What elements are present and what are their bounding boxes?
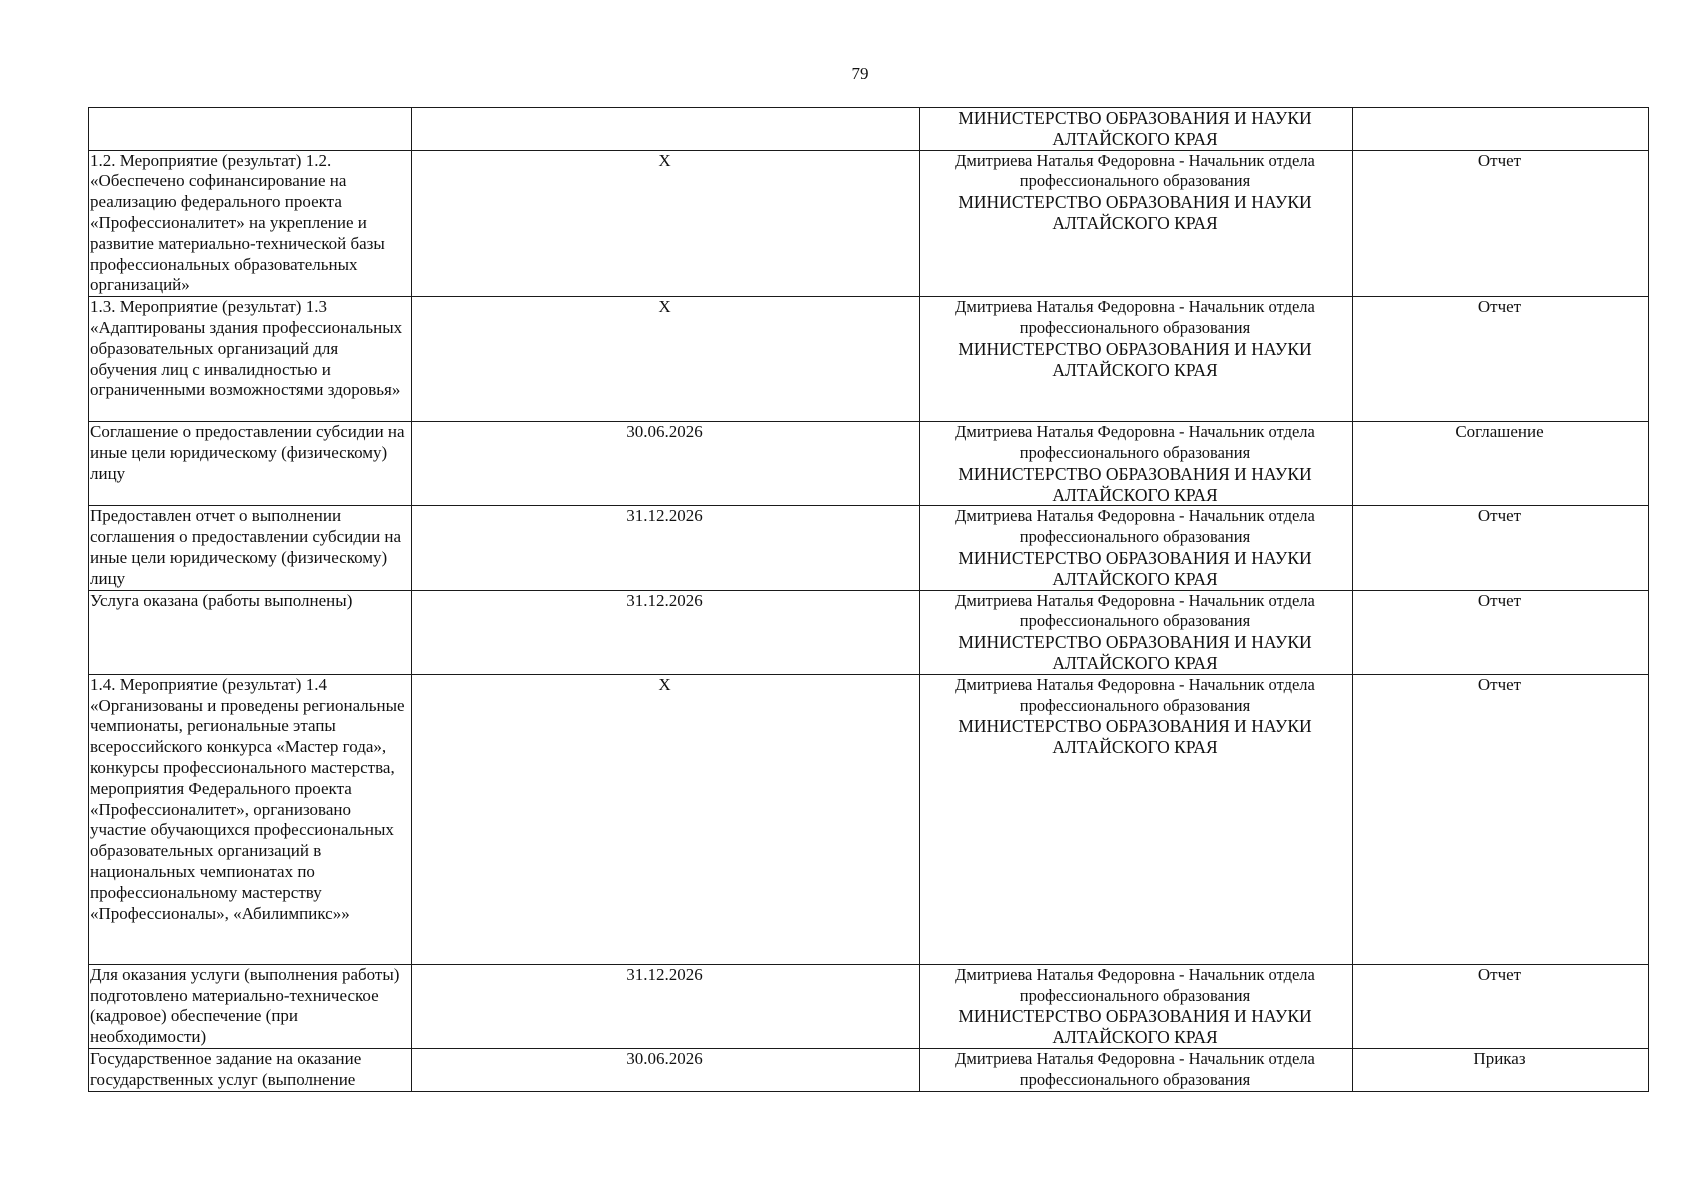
date-cell: X xyxy=(412,150,920,297)
table-row xyxy=(89,108,1649,151)
measure-cell: 1.2. Мероприятие (результат) 1.2. «Обеспечено софинансирование на реализацию федерального проекта «Профессионалитет» на укрепление и развитие материально-технической базы профессиональных образовательных организаций» xyxy=(89,150,412,297)
document-cell: Отчет xyxy=(1353,964,1649,1048)
document-cell: Отчет xyxy=(1353,506,1649,590)
responsible-name: Дмитриева Наталья Федоровна - Начальник отдела xyxy=(955,297,1315,317)
responsible-cell xyxy=(920,422,1353,506)
date-cell: 31.12.2026 xyxy=(412,506,920,590)
document-cell: Соглашение xyxy=(1353,422,1649,506)
date-cell: 31.12.2026 xyxy=(412,964,920,1048)
responsible-name: Дмитриева Наталья Федоровна - Начальник отдела xyxy=(955,674,1315,694)
responsible-department: профессионального образования xyxy=(1019,695,1251,715)
responsible-organization: МИНИСТЕРСТВО ОБРАЗОВАНИЯ И НАУКИ АЛТАЙСКОГО КРАЯ xyxy=(958,338,1312,380)
responsible-name: Дмитриева Наталья Федоровна - Начальник отдела xyxy=(955,964,1315,984)
table-row xyxy=(89,297,1649,422)
measure-cell: Услуга оказана (работы выполнены) xyxy=(89,590,412,674)
table-row xyxy=(89,1048,1649,1091)
responsible-department: профессионального образования xyxy=(1019,171,1251,191)
responsible-cell xyxy=(920,590,1353,674)
date-cell: 30.06.2026 xyxy=(412,1048,920,1091)
measure-cell: Соглашение о предоставлении субсидии на иные цели юридическому (физическому) лицу xyxy=(89,422,412,506)
table-row xyxy=(89,964,1649,1048)
date-cell: 31.12.2026 xyxy=(412,590,920,674)
responsible-name: Дмитриева Наталья Федоровна - Начальник отдела xyxy=(955,1048,1315,1068)
responsible-cell xyxy=(920,297,1353,422)
responsible-organization: МИНИСТЕРСТВО ОБРАЗОВАНИЯ И НАУКИ АЛТАЙСКОГО КРАЯ xyxy=(958,547,1312,589)
responsible-department: профессионального образования xyxy=(1019,1069,1251,1089)
responsible-department: профессионального образования xyxy=(1019,527,1251,547)
measure-cell: Предоставлен отчет о выполнении соглашения о предоставлении субсидии на иные цели юридическому (физическому) лицу xyxy=(89,506,412,590)
document-cell: Отчет xyxy=(1353,674,1649,964)
measure-cell xyxy=(89,108,412,151)
responsible-organization: МИНИСТЕРСТВО ОБРАЗОВАНИЯ И НАУКИ АЛТАЙСКОГО КРАЯ xyxy=(958,716,1312,758)
responsible-organization: МИНИСТЕРСТВО ОБРАЗОВАНИЯ И НАУКИ АЛТАЙСКОГО КРАЯ xyxy=(958,108,1312,149)
responsible-department: профессионального образования xyxy=(1019,442,1251,462)
measure-cell: Государственное задание на оказание государственных услуг (выполнение xyxy=(89,1048,412,1091)
measure-cell: Для оказания услуги (выполнения работы) подготовлено материально-техническое (кадровое) обеспечение (при необходимости) xyxy=(89,964,412,1048)
responsible-name: Дмитриева Наталья Федоровна - Начальник отдела xyxy=(955,590,1315,610)
table-row xyxy=(89,506,1649,590)
measure-cell: 1.3. Мероприятие (результат) 1.3 «Адаптированы здания профессиональных образовательных организаций для обучения лиц с инвалидностью и ограниченными возможностями здоровья» xyxy=(89,297,412,422)
measure-cell: 1.4. Мероприятие (результат) 1.4 «Организованы и проведены региональные чемпионаты, региональные этапы всероссийского конкурса «Мастер года», конкурсы профессионального мастерства, мероприятия Федерального проекта «Профессионалитет», организовано участие обучающихся профессиональных образовательных организаций в национальных чемпионатах по профессиональному мастерству «Профессионалы», «Абилимпикс»» xyxy=(89,674,412,964)
responsible-cell xyxy=(920,150,1353,297)
page-number: 79 xyxy=(851,64,869,83)
document-cell: Отчет xyxy=(1353,150,1649,297)
responsible-cell xyxy=(920,964,1353,1048)
responsible-organization: МИНИСТЕРСТВО ОБРАЗОВАНИЯ И НАУКИ АЛТАЙСКОГО КРАЯ xyxy=(958,192,1312,233)
responsible-cell xyxy=(920,1048,1353,1091)
table-row xyxy=(89,150,1649,297)
responsible-department: профессионального образования xyxy=(1019,611,1251,631)
date-cell: X xyxy=(412,674,920,964)
control-points-table xyxy=(88,107,1649,1092)
responsible-name: Дмитриева Наталья Федоровна - Начальник отдела xyxy=(955,422,1315,442)
table-row xyxy=(89,422,1649,506)
document-cell xyxy=(1353,108,1649,151)
document-cell: Отчет xyxy=(1353,590,1649,674)
responsible-organization: МИНИСТЕРСТВО ОБРАЗОВАНИЯ И НАУКИ АЛТАЙСКОГО КРАЯ xyxy=(958,1006,1312,1048)
responsible-cell xyxy=(920,506,1353,590)
document-cell: Приказ xyxy=(1353,1048,1649,1091)
responsible-department: профессионального образования xyxy=(1019,317,1251,337)
responsible-cell xyxy=(920,108,1353,151)
date-cell: 30.06.2026 xyxy=(412,422,920,506)
table-row xyxy=(89,674,1649,964)
responsible-department: профессионального образования xyxy=(1019,985,1251,1005)
responsible-name: Дмитриева Наталья Федоровна - Начальник отдела xyxy=(955,506,1315,526)
responsible-organization: МИНИСТЕРСТВО ОБРАЗОВАНИЯ И НАУКИ АЛТАЙСКОГО КРАЯ xyxy=(958,632,1312,673)
table-row xyxy=(89,590,1649,674)
responsible-name: Дмитриева Наталья Федоровна - Начальник отдела xyxy=(955,150,1315,170)
date-cell: X xyxy=(412,297,920,422)
date-cell xyxy=(412,108,920,151)
responsible-organization: МИНИСТЕРСТВО ОБРАЗОВАНИЯ И НАУКИ АЛТАЙСКОГО КРАЯ xyxy=(958,463,1312,505)
responsible-cell xyxy=(920,674,1353,964)
document-cell: Отчет xyxy=(1353,297,1649,422)
